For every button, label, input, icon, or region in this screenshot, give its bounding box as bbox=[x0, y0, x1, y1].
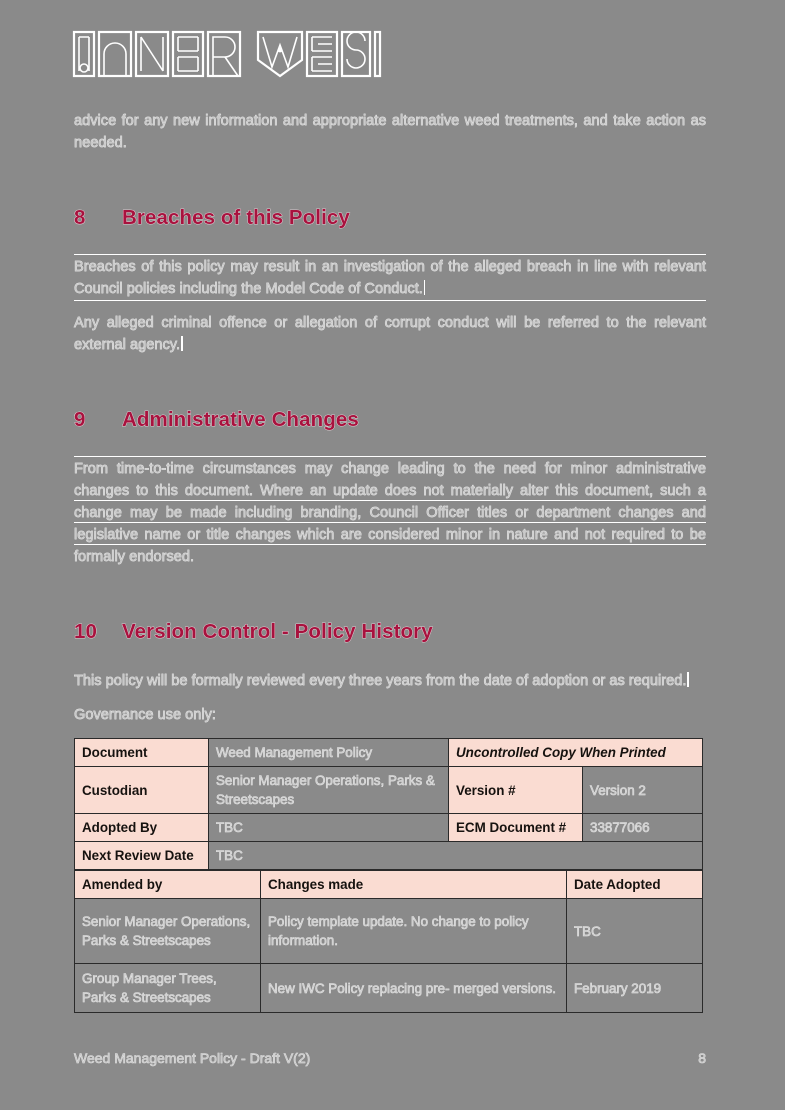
section-heading-10 bbox=[74, 620, 706, 644]
spacer bbox=[74, 368, 706, 408]
document-body bbox=[74, 110, 706, 1013]
governance-use-only-label: Governance use only: bbox=[74, 707, 216, 723]
section-number-9: 9 bbox=[74, 408, 86, 431]
version-value: Version 2 bbox=[583, 767, 703, 814]
next-review-date-value: TBC bbox=[209, 842, 703, 870]
history-date-adopted: TBC bbox=[567, 899, 703, 964]
selection-rule bbox=[74, 522, 706, 523]
paragraph-text: This policy will be formally reviewed every three years from the date of adoption or as required. bbox=[74, 673, 687, 689]
section-heading-8 bbox=[74, 206, 706, 230]
history-amended-by: Group Manager Trees, Parks & Streetscapes bbox=[75, 964, 261, 1013]
document-label: Document bbox=[75, 739, 209, 767]
ecm-document-value: 33877066 bbox=[583, 814, 703, 842]
section-number-8: 8 bbox=[74, 206, 86, 229]
section-9-paragraph-1 bbox=[74, 458, 706, 568]
table-row bbox=[75, 899, 703, 964]
spacer bbox=[74, 580, 706, 620]
section-title-9: Administrative Changes bbox=[122, 408, 359, 431]
governance-table bbox=[74, 738, 703, 870]
amended-by-header: Amended by bbox=[75, 871, 261, 899]
paragraph-text: Any alleged criminal offence or allegation of corrupt conduct will be referred to the relevant external agency. bbox=[74, 315, 706, 353]
table-row bbox=[75, 964, 703, 1013]
section-heading-9 bbox=[74, 408, 706, 432]
intro-paragraph: advice for any new information and appropriate alternative weed treatments, and take action as needed. bbox=[74, 113, 706, 151]
history-header-row bbox=[75, 871, 703, 899]
table-row-custodian bbox=[75, 767, 703, 814]
inner-west-logo bbox=[72, 28, 382, 80]
paragraph-text: Breaches of this policy may result in an investigation of the alleged breach in line with relevant Council policies including the Model Code of Conduct. bbox=[74, 259, 706, 297]
section-title-10: Version Control - Policy History bbox=[122, 620, 433, 643]
uncontrolled-copy-notice: Uncontrolled Copy When Printed bbox=[449, 739, 703, 767]
spacer bbox=[74, 230, 706, 256]
text-caret bbox=[424, 280, 426, 295]
section-number-10: 10 bbox=[74, 620, 98, 643]
footer-page-number: 8 bbox=[698, 1050, 706, 1066]
spacer bbox=[74, 432, 706, 458]
adopted-by-value: TBC bbox=[209, 814, 449, 842]
custodian-label: Custodian bbox=[75, 767, 209, 814]
history-changes-made: New IWC Policy replacing pre- merged versions. bbox=[261, 964, 567, 1013]
table-row-next-review-date bbox=[75, 842, 703, 870]
text-caret bbox=[181, 336, 183, 351]
ecm-document-label: ECM Document # bbox=[449, 814, 583, 842]
policy-history-table bbox=[74, 870, 703, 1013]
spacer bbox=[74, 644, 706, 670]
text-caret bbox=[687, 672, 689, 687]
section-8-paragraph-1 bbox=[74, 256, 706, 300]
table-row-document bbox=[75, 739, 703, 767]
table-row-adopted-by bbox=[75, 814, 703, 842]
history-date-adopted: February 2019 bbox=[567, 964, 703, 1013]
custodian-value: Senior Manager Operations, Parks & Streetscapes bbox=[209, 767, 449, 814]
history-changes-made: Policy template update. No change to policy information. bbox=[261, 899, 567, 964]
adopted-by-label: Adopted By bbox=[75, 814, 209, 842]
version-label: Version # bbox=[449, 767, 583, 814]
date-adopted-header: Date Adopted bbox=[567, 871, 703, 899]
selection-rule bbox=[74, 544, 706, 545]
section-10-paragraph-1 bbox=[74, 670, 706, 692]
footer-document-title: Weed Management Policy - Draft V(2) bbox=[74, 1050, 311, 1066]
changes-made-header: Changes made bbox=[261, 871, 567, 899]
section-title-8: Breaches of this Policy bbox=[122, 206, 350, 229]
page-footer bbox=[74, 1050, 706, 1066]
history-amended-by: Senior Manager Operations, Parks & Streetscapes bbox=[75, 899, 261, 964]
selection-rule bbox=[74, 500, 706, 501]
document-value: Weed Management Policy bbox=[209, 739, 449, 767]
next-review-date-label: Next Review Date bbox=[75, 842, 209, 870]
spacer bbox=[74, 166, 706, 206]
paragraph-text: From time-to-time circumstances may change leading to the need for minor administrative changes to this document. Where an update does not materially alter this document, such a change may be made including branding, Council Officer titles or department changes and legislative name or title changes which are considered minor in nature and not required to be formally endorsed. bbox=[74, 461, 706, 565]
section-8-paragraph-2 bbox=[74, 312, 706, 356]
